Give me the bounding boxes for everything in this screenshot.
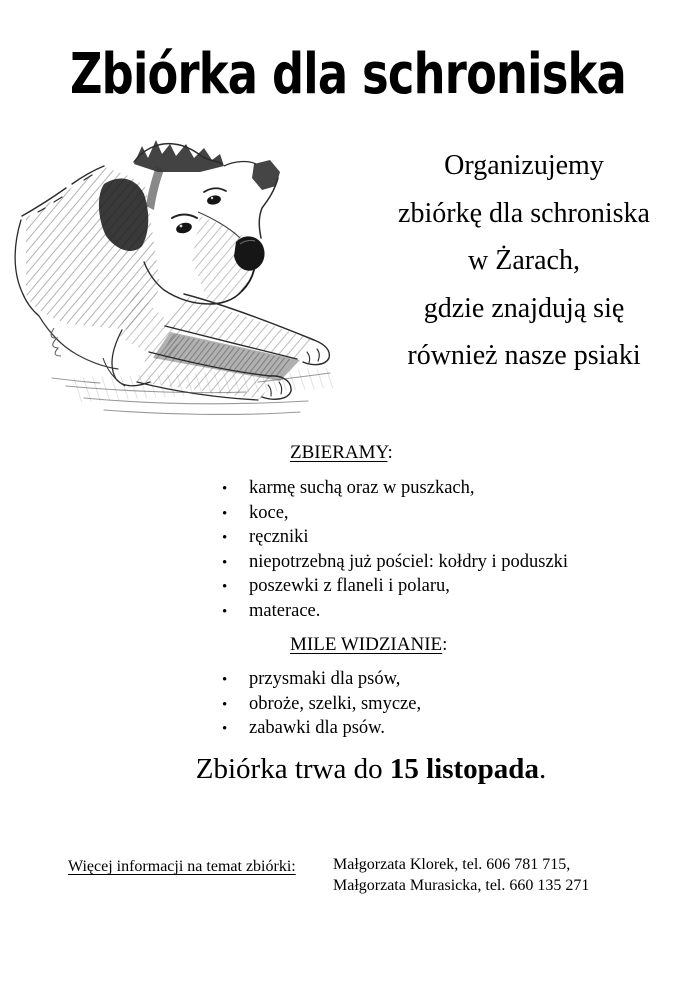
- bullet-icon: •: [222, 505, 228, 522]
- list-item: [222, 477, 568, 502]
- heading-text: ZBIERAMY: [290, 442, 388, 463]
- list-item: [222, 502, 568, 527]
- bullet-icon: •: [222, 603, 228, 620]
- list-item-text: karmę suchą oraz w puszkach,: [249, 478, 475, 498]
- list-item-text: materace.: [249, 600, 321, 621]
- intro-line-3: w Żarach,: [468, 245, 580, 276]
- intro-line-5: również nasze psiaki: [407, 340, 641, 371]
- bullet-icon: •: [222, 579, 228, 595]
- footer-contacts: [333, 855, 589, 896]
- bullet-icon: •: [222, 554, 228, 571]
- contact-line-2: Małgorzata Murasicka, tel. 660 135 271: [333, 876, 590, 894]
- list-item-text: zabawki dla psów.: [249, 718, 385, 738]
- list-item: [222, 693, 421, 718]
- bullet-icon: •: [222, 672, 228, 688]
- list-item: [222, 575, 568, 600]
- section-heading-zbieramy: [290, 442, 393, 464]
- mile-widzianie-list: [222, 668, 421, 742]
- list-item-text: niepotrzebną już pościel: kołdry i poduszki: [249, 551, 569, 572]
- footer-label-text: Więcej informacji na temat zbiórki:: [68, 858, 296, 875]
- bullet-icon: •: [222, 530, 228, 546]
- zbieramy-list: [222, 477, 568, 624]
- list-item: [222, 668, 421, 693]
- list-item-text: przysmaki dla psów,: [249, 669, 401, 689]
- intro-line-1: Organizujemy: [444, 150, 604, 181]
- closing-prefix: Zbiórka trwa do: [195, 753, 390, 785]
- heading-colon: :: [387, 442, 393, 463]
- intro-text: [374, 142, 674, 380]
- intro-line-2: zbiórkę dla schroniska: [398, 197, 650, 229]
- list-item-text: koce,: [249, 502, 289, 523]
- dog-sketch-svg: [8, 120, 340, 420]
- list-item-text: poszewki z flaneli i polaru,: [249, 576, 450, 596]
- list-item-text: obroże, szelki, smycze,: [249, 693, 422, 714]
- footer-label: [68, 857, 296, 877]
- heading-text: MILE WIDZIANIE: [290, 634, 443, 655]
- dog-sketch-illustration: [8, 120, 340, 420]
- list-item: [222, 600, 568, 625]
- bullet-icon: •: [222, 481, 228, 497]
- closing-date: 15 listopada: [389, 753, 539, 785]
- heading-colon: :: [442, 634, 448, 655]
- page-title: Zbiórka dla schroniska: [70, 42, 626, 107]
- intro-line-4: gdzie znajdują się: [423, 292, 625, 324]
- list-item-text: ręczniki: [249, 527, 309, 547]
- bullet-icon: •: [222, 696, 228, 713]
- contact-line-1: Małgorzata Klorek, tel. 606 781 715,: [333, 856, 571, 873]
- list-item: [222, 526, 568, 551]
- closing-suffix: .: [538, 753, 547, 785]
- section-heading-mile-widzianie: [290, 634, 447, 656]
- bullet-icon: •: [222, 721, 228, 737]
- list-item: [222, 717, 421, 742]
- closing-line: [46, 752, 696, 786]
- list-item: [222, 551, 568, 576]
